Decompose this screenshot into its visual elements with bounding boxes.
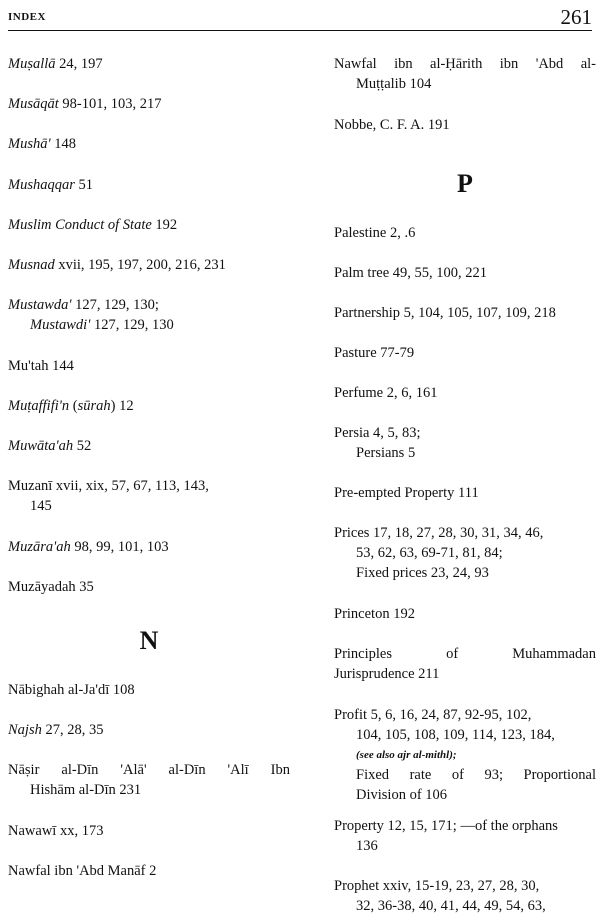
entry-text: Nobbe, C. F. A. 191 [334,117,450,133]
entry-text: Muzāyadah 35 [8,579,94,595]
index-entry [8,54,290,74]
index-entry [334,54,596,94]
index-entry [334,483,596,503]
running-title: INDEX [8,11,46,23]
entry-pages: 98-101, 103, 217 [58,96,162,112]
index-entry [8,577,290,597]
entry-continuation: 104, 105, 108, 109, 114, 123, 184, [356,727,555,743]
index-entry [8,94,290,114]
entry-term: Muṣallā [8,56,56,72]
entry-text: Nāṣir al-Dīn 'Alā' al-Dīn 'Alī Ibn [8,762,290,778]
entry-paren-open: ( [69,398,78,414]
index-entry [334,604,596,624]
entry-pages: 24, 197 [55,56,103,72]
entry-text: Prices 17, 18, 27, 28, 30, 31, 34, 46, [334,525,544,541]
index-entry [8,861,290,881]
entry-continuation: 32, 36-38, 40, 41, 44, 49, 54, 63, [356,898,546,914]
entry-pages: 148 [50,136,76,152]
index-entry [334,343,596,363]
index-entry [8,175,290,195]
entry-pages: 27, 28, 35 [41,722,104,738]
index-entry [8,436,290,456]
entry-pages: 127, 129, 130; [71,297,159,313]
index-entry [8,215,290,235]
entry-text: Prophet xxiv, 15-19, 23, 27, 28, 30, [334,878,540,894]
index-entry [334,423,596,463]
entry-cross-reference: (see also ajr al-mithl); [356,749,457,761]
entry-pages: 51 [74,177,93,193]
entry-term: Musāqāt [8,96,59,112]
entry-continuation: Division of 106 [356,787,448,803]
entry-text: Principles of Muhammadan [334,646,596,662]
entry-pages: xvii, 195, 197, 200, 216, 231 [54,257,226,273]
entry-term: Mustawda' [8,297,72,313]
entry-text: Palestine 2, .6 [334,225,416,241]
entry-text: Mu'tah 144 [8,358,74,374]
entry-subentry: Fixed rate of 93; Proportional [356,767,596,783]
index-entry [334,816,596,856]
index-entry [8,396,290,416]
entry-term: Muzāra'ah [8,539,71,555]
entry-pages: 52 [73,438,92,454]
index-entry [8,255,290,275]
entry-continuation: Jurisprudence 211 [334,666,440,682]
entry-term: Musnad [8,257,55,273]
index-entry [334,223,596,243]
index-entry [334,115,596,135]
entry-pages: 192 [151,217,178,233]
index-entry [8,821,290,841]
entry-term: Najsh [8,722,42,738]
entry-term: Mushaqqar [8,177,75,193]
entry-text: Profit 5, 6, 16, 24, 87, 92-95, 102, [334,707,532,723]
section-letter-p: P [457,169,473,198]
entry-qualifier: sūrah [77,398,111,414]
index-entry [8,295,290,335]
index-entry [334,383,596,403]
entry-text: Pre-empted Property 111 [334,485,479,501]
entry-pages: ) 12 [110,398,134,414]
index-entry [334,263,596,283]
entry-subterm: Mustawdi' [30,317,91,333]
index-entry [8,476,290,516]
entry-term: Muwāta'ah [8,438,74,454]
index-entry [334,644,596,684]
page-number: 261 [560,5,592,29]
entry-continuation: Hishām al-Dīn 231 [30,782,142,798]
entry-pages: 127, 129, 130 [90,317,174,333]
index-entry [8,134,290,154]
entry-subentry: Persians 5 [356,445,416,461]
entry-text: Nawawī xx, 173 [8,823,104,839]
entry-text: Nābighah al-Ja'dī 108 [8,682,135,698]
entry-continuation: 136 [356,838,378,854]
running-header [8,4,592,31]
entry-pages: 98, 99, 101, 103 [70,539,169,555]
index-entry [8,760,290,800]
index-entry [334,705,596,805]
entry-text: Perfume 2, 6, 161 [334,385,438,401]
entry-subentry: Fixed prices 23, 24, 93 [356,565,489,581]
entry-continuation: 145 [30,498,52,514]
entry-text: Nawfal ibn 'Abd Manāf 2 [8,863,157,879]
entry-text: Muzanī xvii, xix, 57, 67, 113, 143, [8,478,209,494]
entry-term: Muṭaffifi'n [8,398,70,414]
entry-text: Partnership 5, 104, 105, 107, 109, 218 [334,305,556,321]
entry-continuation: Muṭṭalib 104 [356,76,432,92]
entry-term: Mushā' [8,136,51,152]
index-entry [8,680,290,700]
entry-term: Muslim Conduct of State [8,217,152,233]
entry-continuation: 53, 62, 63, 69-71, 81, 84; [356,545,503,561]
index-entry [8,356,290,376]
index-entry [334,303,596,323]
entry-text: Persia 4, 5, 83; [334,425,421,441]
entry-text: Palm tree 49, 55, 100, 221 [334,265,488,281]
entry-text: Pasture 77-79 [334,345,415,361]
section-letter-n: N [139,626,159,655]
entry-text: Princeton 192 [334,606,415,622]
index-entry [8,720,290,740]
index-entry [334,523,596,583]
index-entry [334,876,596,916]
entry-text: Nawfal ibn al-Ḥārith ibn 'Abd al- [334,56,596,72]
entry-text: Property 12, 15, 171; —of the orphans [334,818,558,834]
index-entry [8,537,290,557]
